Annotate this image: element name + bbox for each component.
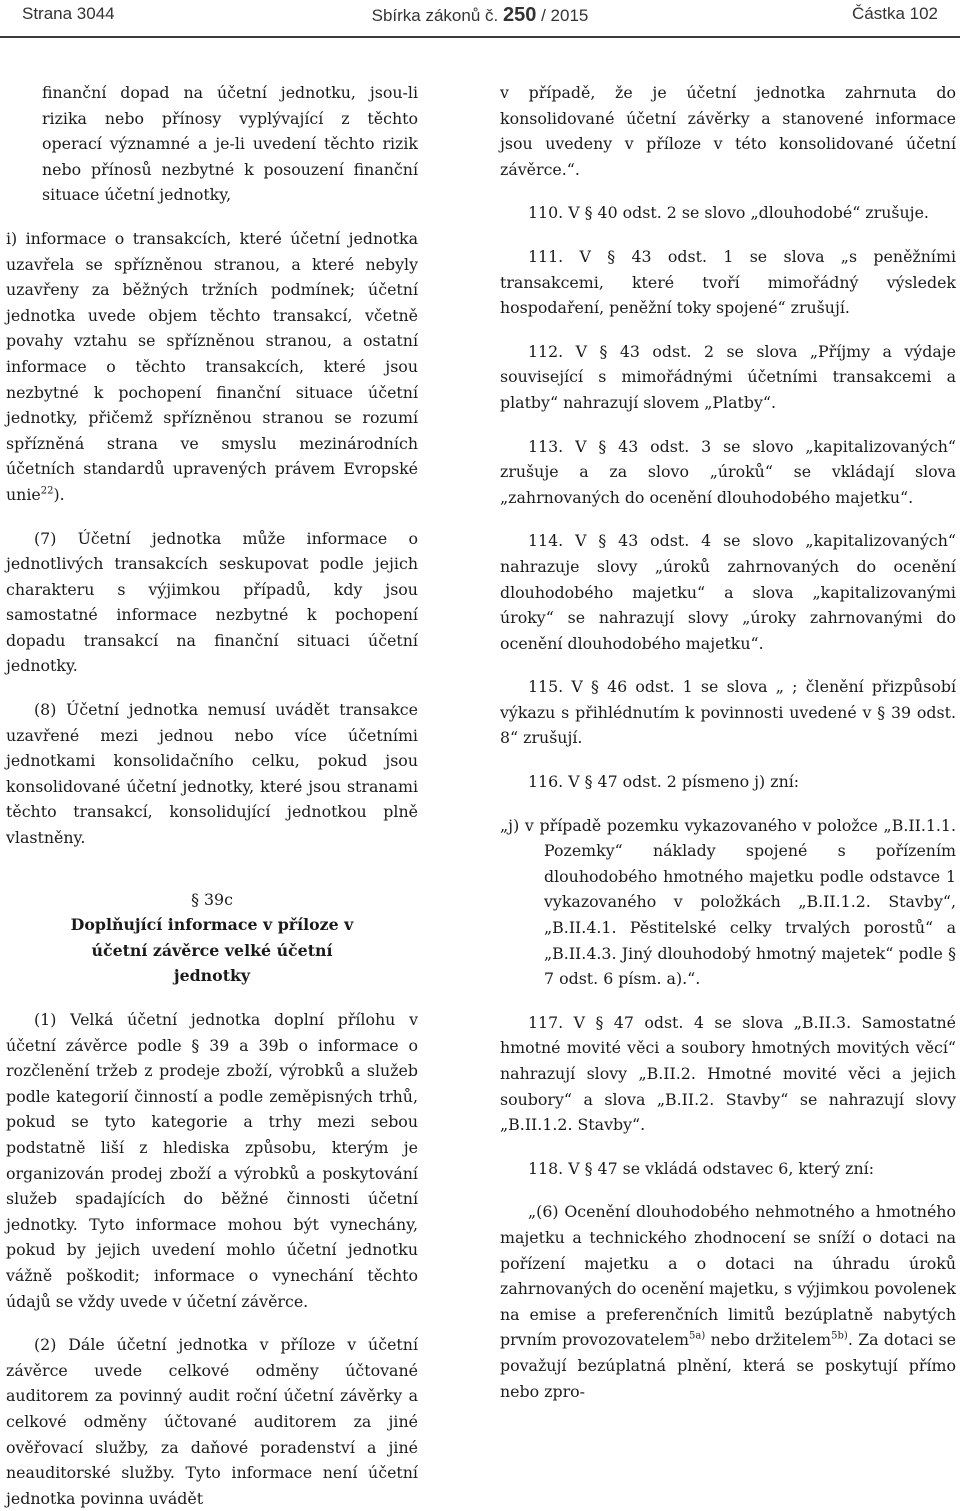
law-year: / 2015	[541, 6, 589, 25]
right-column	[500, 80, 956, 1404]
amendment-116: 116. V § 47 odst. 2 písmeno j) zní:	[528, 772, 800, 792]
collection-label: Sbírka zákonů č.	[371, 6, 499, 25]
paragraph-text: „(6) Ocenění dlouhodobého nehmotného a hmotného majetku a technického zhodnocení se sníží o dotaci na pořízení majetku a o dotaci na úhradu úroků zahrnovaných do ocenění majetku, s výjimkou povolenek na emise a preferenčních limitů bezúplatně nabytých prvním provozovatelem	[500, 1202, 956, 1350]
law-number: 250	[502, 4, 537, 26]
footnote-ref: 5b)	[831, 1331, 848, 1343]
part-number: Částka 102	[852, 4, 938, 23]
footnote-ref: 5a)	[689, 1331, 706, 1343]
amendment-118: 118. V § 47 se vkládá odstavec 6, který zní:	[528, 1158, 875, 1178]
amendment-110: 110. V § 40 odst. 2 se slovo „dlouhodobé“ zrušuje.	[528, 203, 929, 223]
paragraph-1: (1) Velká účetní jednotka doplní přílohu v účetní závěrce podle § 39 a 39b o informace o rozčlenění tržeb z prodeje zboží, výrobků a služeb podle kategorií činností a podle zeměpisných trhů, pokud se tyto kategorie a trhy mezi sebou podstatně liší z hlediska způsobu, kterým je organizován prodej zboží a výrobků a poskytování služeb spadajících do běžné činnosti účetní jednotky. Tyto informace mohou být vynechány, pokud by jejich uvedení mohlo účetní jednotku vážně poškodit; informace o vynechání těchto údajů se vždy uvede v účetní závěrce.	[6, 1010, 418, 1311]
paragraph-7: (7) Účetní jednotka může informace o jednotlivých transakcích seskupovat podle jejich charakteru s výjimkou případů, kdy jsou samostatné informace nezbytné k pochopení dopadu transakcí na finanční situaci účetní jednotky.	[6, 528, 418, 676]
page-header	[0, 0, 960, 38]
left-column	[6, 80, 418, 1511]
paragraph-2: (2) Dále účetní jednotka v příloze v účetní závěrce uvede celkové odměny účtované auditorem za povinný audit roční účetní závěrky a celkové odměny účtované auditorem za jiné ověřovací služby, za daňové poradenství a jiné neauditorské služby. Tyto informace není účetní jednotka povinna uvádět	[6, 1335, 418, 1508]
collection-title	[0, 4, 960, 27]
section-number: § 39c	[191, 889, 233, 909]
amendment-117: 117. V § 47 odst. 4 se slova „B.II.3. Samostatné hmotné movité věci a soubory hmotných movitých věcí“ nahrazují slovy „B.II.2. Hmotné movité věci a jejich soubory“ a slova „B.II.2. Stavby“ se nahrazují slovy „B.II.1.2. Stavby“.	[500, 1012, 956, 1135]
paragraph-text: i) informace o transakcích, které účetní jednotka uzavřela se spřízněnou stranou, a které nebyly uzavřeny za běžných tržních podmínek; účetní jednotka uvede objem těchto transakcí, včetně povahy vztahu se spřízněnou stranou, a ostatní informace o těchto transakcích, které jsou nezbytné k pochopení finanční situace účetní jednotky, přičemž spřízněnou stranou se rozumí spřízněná strana ve smyslu mezinárodních účetních standardů upravených právem Evropské unie	[6, 228, 418, 504]
paragraph-end: ).	[53, 484, 65, 504]
page-number: Strana 3044	[22, 4, 115, 23]
amendment-116-text: „j) v případě pozemku vykazovaného v položce „B.II.1.1. Pozemky“ náklady spojené s pořízením dlouhodobého hmotného majetku podle odstavce 1 vykazovaného v položkách „B.II.1.2. Stavby“, „B.II.4.1. Pěstitelské celky trvalých porostů“ a „B.II.4.3. Jiný dlouhodobý hmotný majetek“ podle § 7 odst. 6 písm. a).“.	[500, 815, 956, 989]
amendment-113: 113. V § 43 odst. 3 se slovo „kapitalizovaných“ zrušuje a za slovo „úroků“ se vkládají slova „zahrnovaných do ocenění dlouhodobého majetku“.	[500, 436, 956, 507]
paragraph-item-i	[6, 226, 418, 508]
amendment-115: 115. V § 46 odst. 1 se slova „ ; členění přizpůsobí výkazu s přihlédnutím k povinnosti uvedené v § 39 odst. 8“ zrušují.	[500, 677, 956, 748]
amendment-111: 111. V § 43 odst. 1 se slova „s peněžními transakcemi, které tvoří mimořádný výsledek hospodaření, peněžní toky spojené“ zrušují.	[500, 246, 956, 318]
paragraph-8: (8) Účetní jednotka nemusí uvádět transakce uzavřené mezi jednou nebo více účetními jednotkami konsolidačního celku, pokud jsou konsolidované účetní jednotky, které jsou stranami těchto transakcí, konsolidující jednotkou plně vlastněny.	[6, 700, 418, 848]
paragraph-text: nebo držitelem	[705, 1330, 832, 1350]
section-title: Doplňující informace v příloze v účetní závěrce velké účetní jednotky	[70, 915, 354, 986]
paragraph: v případě, že je účetní jednotka zahrnuta do konsolidované účetní závěrky a stanovené informace jsou uvedeny v příloze v této konsolidované účetní závěrce.“.	[500, 83, 956, 179]
paragraph-text: . Za dotaci se považují bezúplatná plnění, která se poskytují přímo nebo zpro-	[500, 1330, 956, 1401]
footnote-ref: 22	[40, 485, 54, 497]
amendment-112: 112. V § 43 odst. 2 se slova „Příjmy a výdaje související s mimořádnými účetními transakcemi a platby“ nahrazují slovem „Platby“.	[500, 341, 956, 412]
paragraph: finanční dopad na účetní jednotku, jsou-li rizika nebo přínosy vyplývající z těchto operací významné a je-li uvedení těchto rizik nebo přínosů nezbytné k posouzení finanční situace účetní jednotky,	[42, 83, 418, 205]
amendment-114: 114. V § 43 odst. 4 se slovo „kapitalizovaných“ nahrazuje slovy „úroků zahrnovaných do ocenění dlouhodobého majetku“ a slova „kapitalizovanými úroky“ se nahrazují slovy „úroky zahrnovanými do ocenění dlouhodobého majetku“.	[500, 531, 956, 653]
amendment-118-text	[500, 1199, 956, 1404]
